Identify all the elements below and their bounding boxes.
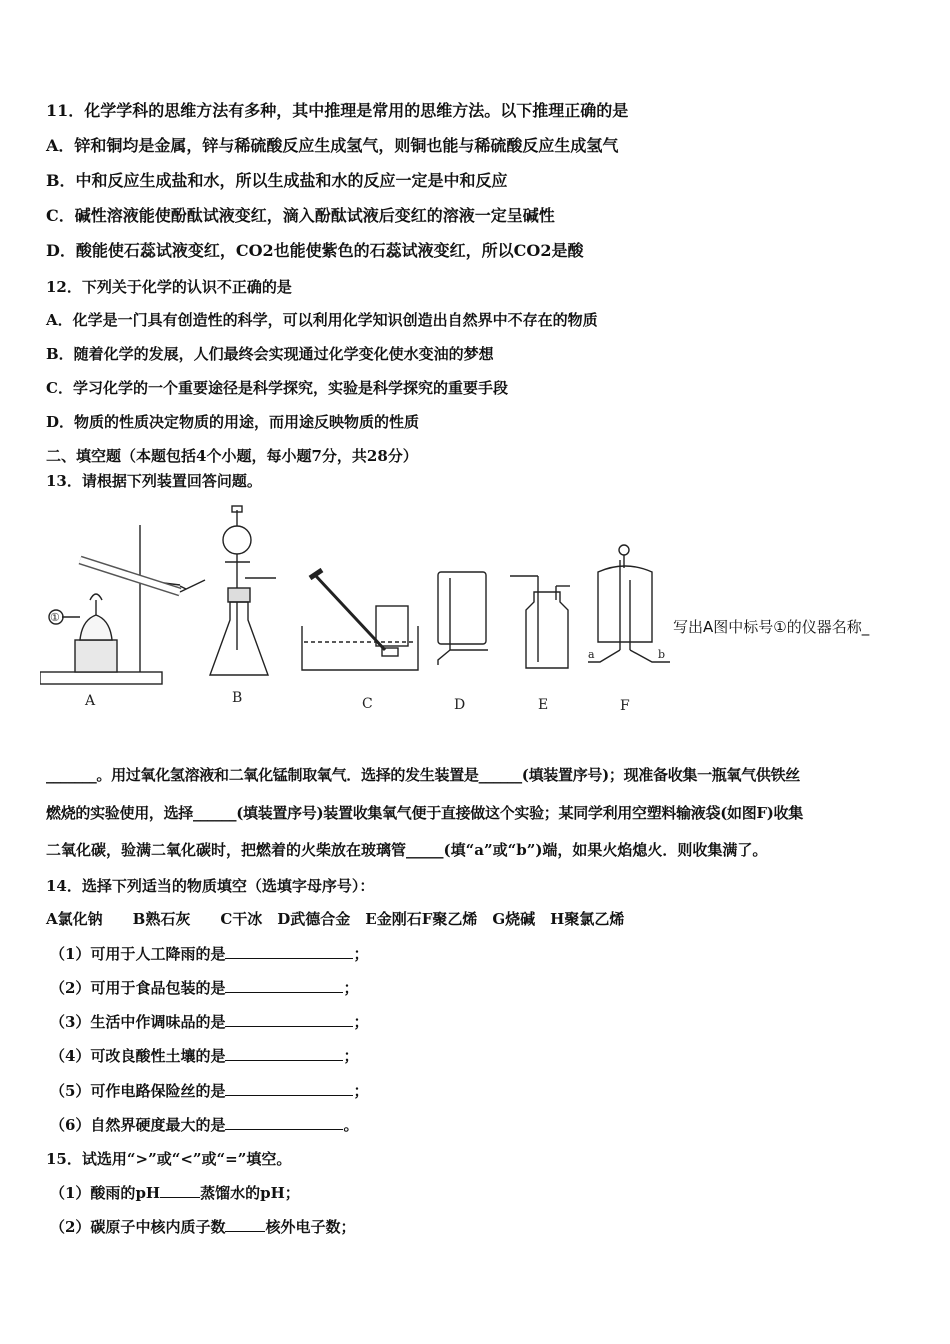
section-heading: 二、填空题（本题包括4个小题，每小题7分，共28分） — [46, 447, 418, 465]
q12-option-b: B．随着化学的发展，人们最终会实现通过化学变化使水变油的梦想 — [46, 345, 494, 363]
q15-item-1: （1）酸雨的pH 蒸馏水的pH； — [50, 1184, 300, 1202]
answer-blank[interactable] — [225, 944, 353, 959]
q11-option-c: C．碱性溶液能使酚酞试液变红，滴入酚酞试液后变红的溶液一定呈碱性 — [46, 206, 555, 225]
q13-line2: 燃烧的实验使用，选择______(填装置序号)装置收集氧气便于直接做这个实验；某同学利用空塑料输液袋(如图F)收集 — [46, 804, 803, 822]
answer-blank[interactable] — [225, 1217, 265, 1232]
apparatus-a — [40, 525, 205, 684]
fig-port-b: b — [658, 648, 666, 661]
q14-stem: 14．选择下列适当的物质填空（选填字母序号）： — [46, 877, 375, 895]
apparatus-e — [510, 576, 570, 668]
answer-blank[interactable] — [225, 1046, 343, 1061]
answer-blank[interactable] — [225, 1081, 353, 1096]
answer-blank[interactable] — [225, 1115, 343, 1130]
q11-option-b: B．中和反应生成盐和水，所以生成盐和水的反应一定是中和反应 — [46, 171, 508, 190]
fig-label-e: E — [538, 697, 549, 713]
answer-blank[interactable] — [225, 1012, 353, 1027]
apparatus-b — [210, 506, 276, 675]
q14-options: A氯化钠 B熟石灰 C干冰 D武德合金 E金刚石F聚乙烯 G烧碱 H聚氯乙烯 — [46, 910, 625, 928]
q14-item-4: （4）可改良酸性土壤的是 ； — [50, 1047, 359, 1065]
q11-stem: 11．化学学科的思维方法有多种，其中推理是常用的思维方法。以下推理正确的是 — [46, 101, 629, 120]
q12-option-c: C．学习化学的一个重要途径是科学探究，实验是科学探究的重要手段 — [46, 379, 508, 397]
apparatus-d — [438, 572, 488, 665]
q13-side-text: 写出A图中标号①的仪器名称_ — [673, 618, 870, 636]
q12-option-a: A．化学是一门具有创造性的科学，可以利用化学知识创造出自然界中不存在的物质 — [46, 311, 598, 329]
q13-stem: 13．请根据下列装置回答问题。 — [46, 472, 262, 490]
q14-item-6: （6）自然界硬度最大的是 。 — [50, 1116, 359, 1134]
answer-blank[interactable] — [160, 1183, 200, 1198]
apparatus-f — [588, 545, 670, 662]
fig-label-b: B — [232, 690, 243, 706]
q12-option-d: D．物质的性质决定物质的用途，而用途反映物质的性质 — [46, 413, 420, 431]
q15-stem: 15．试选用“>”或“<”或“=”填空。 — [46, 1150, 292, 1168]
q11-option-a: A．锌和铜均是金属，锌与稀硫酸反应生成氢气，则铜也能与稀硫酸反应生成氢气 — [46, 136, 619, 155]
q14-item-2: （2）可用于食品包装的是 ； — [50, 979, 359, 997]
q14-item-1: （1）可用于人工降雨的是 ； — [50, 945, 369, 963]
fig-label-f: F — [620, 698, 630, 714]
apparatus-figure — [40, 500, 670, 730]
q12-stem: 12．下列关于化学的认识不正确的是 — [46, 278, 292, 296]
answer-blank[interactable] — [225, 978, 343, 993]
q11-option-d: D．酸能使石蕊试液变红，CO2也能使紫色的石蕊试液变红，所以CO2是酸 — [46, 241, 584, 260]
fig-label-c: C — [362, 696, 373, 712]
fig-label-d: D — [454, 697, 466, 713]
q13-line3: 二氧化碳，验满二氧化碳时，把燃着的火柴放在玻璃管_____(填“a”或“b”)端，如果火焰熄火．则收集满了。 — [46, 841, 768, 859]
q13-line1: _______。用过氧化氢溶液和二氧化锰制取氧气．选择的发生装置是______(填装置序号)；现准备收集一瓶氧气供铁丝 — [46, 766, 800, 784]
q15-item-2: （2）碳原子中核内质子数 核外电子数； — [50, 1218, 356, 1236]
q14-item-5: （5）可作电路保险丝的是 ； — [50, 1082, 369, 1100]
fig-port-a: a — [588, 648, 595, 661]
q14-item-3: （3）生活中作调味品的是 ； — [50, 1013, 369, 1031]
fig-marker-1: ① — [50, 611, 60, 624]
fig-label-a: A — [85, 693, 96, 709]
apparatus-c — [302, 570, 418, 670]
